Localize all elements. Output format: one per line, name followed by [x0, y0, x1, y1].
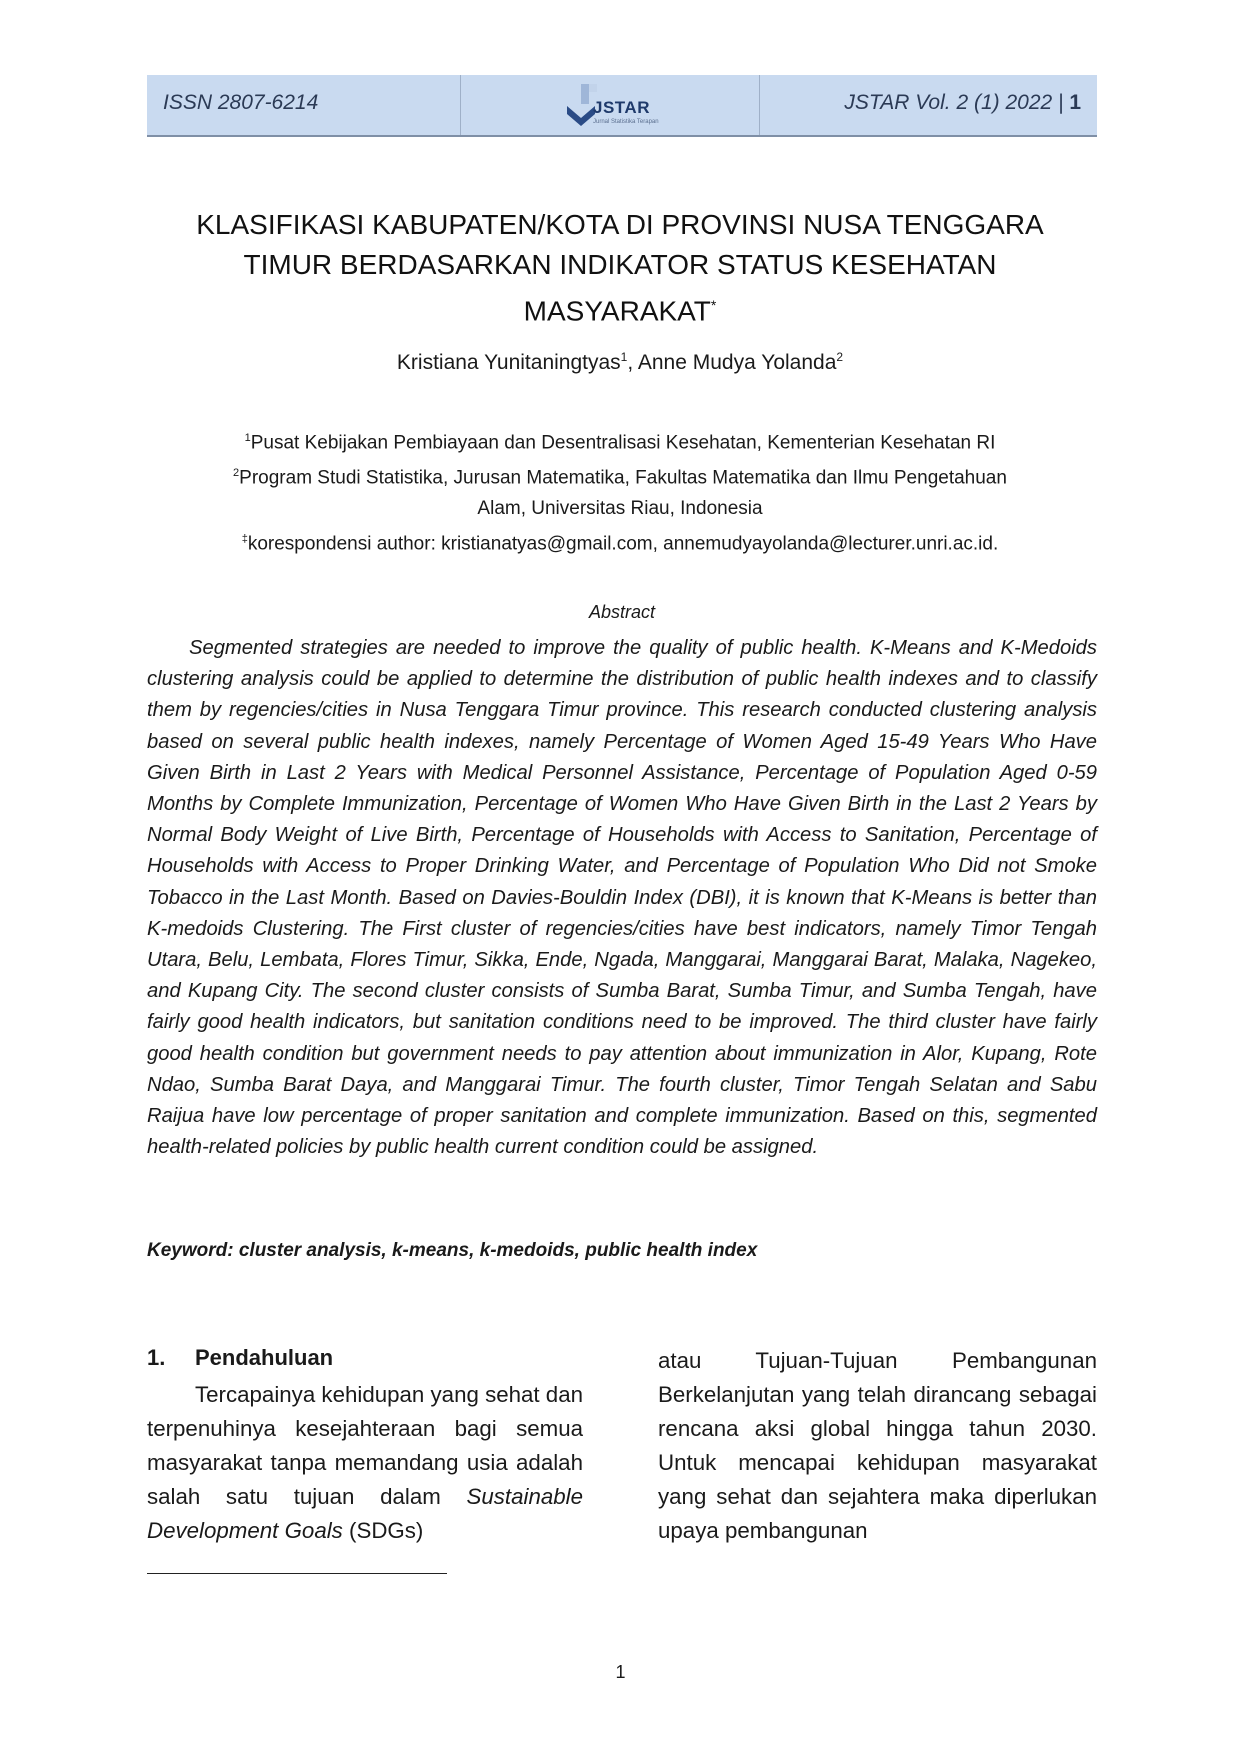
affiliations [160, 423, 1080, 559]
header-divider [460, 75, 461, 135]
body-text: Tercapainya kehidupan yang sehat dan terpenuhinya kesejahteraan bagi semua masyarakat tanpa memandang usia adalah salah satu tujuan dalam [147, 1382, 584, 1509]
affiliation-2-cont: Alam, Universitas Riau, Indonesia [477, 497, 763, 519]
logo-text: JSTAR [593, 98, 650, 117]
author-separator: , [627, 351, 638, 374]
affil-text: Pusat Kebijakan Pembiayaan dan Desentralisasi Kesehatan, Kementerian Kesehatan RI [250, 432, 996, 454]
title-line-text: MASYARAKAT [523, 295, 711, 327]
journal-header [147, 75, 1097, 137]
abstract-body: Segmented strategies are needed to improve the quality of public health. K-Means and K-Medoids clustering analysis could be applied to determine the distribution of public health indexes and to classify them by regencies/cities in Nusa Tenggara Timur province. This research conducted clustering analysis based on several public health indexes, namely Percentage of Women Aged 15-49 Years Who Have Given Birth in Last 2 Years with Medical Personnel Assistance, Percentage of Population Aged 0-59 Months by Complete Immunization, Percentage of Women Who Have Given Birth in the Last 2 Years by Normal Body Weight of Live Birth, Percentage of Households with Access to Sanitation, Percentage of Households with Access to Proper Drinking Water, and Percentage of Population Who Did not Smoke Tobacco in the Last Month. Based on Davies-Bouldin Index (DBI), it is known that K-Means is better than K-medoids Clustering. The First cluster of regencies/cities have best indicators, namely Timor Tengah Utara, Belu, Lembata, Flores Timur, Sikka, Ende, Ngada, Manggarai, Manggarai Barat, Malaka, Nagekeo, and Kupang City. The second cluster consists of Sumba Barat, Sumba Timur, and Sumba Tengah, have fairly good health indicators, but sanitation conditions need to be improved. The third cluster have fairly good health condition but government needs to pay attention about immunization in Alor, Kupang, Rote Ndao, Sumba Barat Daya, and Manggarai Timur. The fourth cluster, Timor Tengah Selatan and Sabu Raijua have low percentage of proper sanitation and complete immunization. Based on this, segmented health-related policies by public health current condition could be assigned. [147, 637, 1097, 1159]
title-footnote-mark: * [710, 297, 717, 313]
author-list [160, 350, 1080, 375]
jstar-logo [565, 82, 665, 128]
author-affil-sup: 1 [620, 350, 628, 364]
header-page-number: 1 [1069, 91, 1081, 114]
keywords: Keyword: cluster analysis, k-means, k-medoids, public health index [147, 1240, 758, 1261]
page-number: 1 [615, 1662, 626, 1682]
logo-subtext: Jurnal Statistika Terapan [593, 119, 659, 125]
affiliation-1 [160, 423, 1080, 458]
body-text-italic: Sustainable Development Goals [147, 1484, 583, 1543]
author-name: Kristiana Yunitaningtyas [396, 351, 621, 374]
section-title: Pendahuluan [195, 1345, 334, 1370]
author-name: Anne Mudya Yolanda [637, 351, 837, 374]
affil-sup: 2 [233, 467, 240, 480]
section-heading [147, 1345, 333, 1371]
title-line: KLASIFIKASI KABUPATEN/KOTA DI PROVINSI NUSA TENGGARA [196, 209, 1044, 240]
author-affil-sup: 2 [836, 350, 844, 364]
journal-volume: JSTAR Vol. 2 (1) 2022 | [844, 91, 1070, 114]
footnote-rule [147, 1573, 447, 1574]
abstract-heading: Abstract [588, 602, 656, 622]
title-line [160, 285, 1080, 331]
body-column-left [147, 1378, 583, 1548]
title-line: TIMUR BERDASARKAN INDIKATOR STATUS KESEHATAN [243, 249, 997, 280]
corresponding-author [160, 524, 1080, 559]
body-column-right: atau Tujuan-Tujuan Pembangunan Berkelanjutan yang telah dirancang sebagai rencana aksi global hingga tahun 2030. Untuk mencapai kehidupan masyarakat yang sehat dan sejahtera maka diperlukan upaya pembangunan [658, 1348, 1097, 1543]
affiliation-2 [160, 458, 1080, 493]
corr-mark: ‡ [241, 532, 248, 545]
header-divider [759, 75, 760, 135]
paper-title [160, 205, 1080, 331]
journal-reference [844, 91, 1081, 115]
issn-label: ISSN 2807-6214 [163, 91, 319, 114]
affil-sup: 1 [244, 432, 251, 444]
affil-text: Program Studi Statistika, Jurusan Matematika, Fakultas Matematika dan Ilmu Pengetahuan [239, 467, 1007, 489]
body-text: (SDGs) [342, 1518, 424, 1543]
corr-text: korespondensi author: kristianatyas@gmail.com, annemudyayolanda@lecturer.unri.ac.id. [247, 532, 999, 554]
section-number: 1. [147, 1345, 166, 1370]
